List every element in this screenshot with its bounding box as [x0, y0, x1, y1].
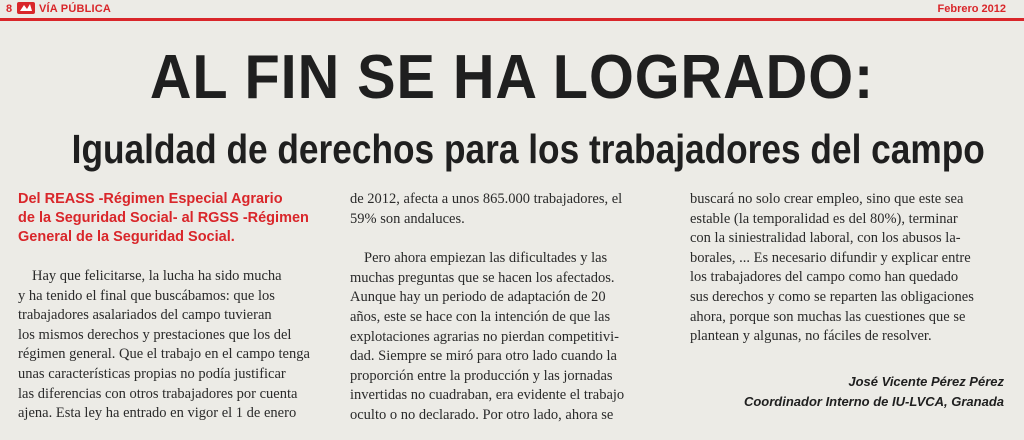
article-column-3: [690, 190, 1010, 347]
text-line: régimen general. Que el trabajo en el campo tenga: [18, 346, 310, 363]
text-line: Pero ahora empiezan las dificultades y las: [364, 250, 608, 267]
section-title: VÍA PÚBLICA: [39, 3, 112, 15]
text-line: 59% son andaluces.: [350, 210, 465, 227]
text-line: ajena. Esta ley ha entrado en vigor el 1 de enero: [18, 405, 297, 422]
text-line: buscará no solo crear empleo, sino que este sea: [690, 191, 964, 207]
text-line: borales, ... Es necesario difundir y explicar entre: [690, 249, 971, 266]
text-line: las diferencias con otros trabajadores por cuenta: [18, 385, 298, 402]
text-line: Aunque hay un periodo de adaptación de 20: [350, 289, 606, 306]
lead-line: General de la Seguridad Social.: [18, 229, 235, 245]
text-line: ahora, porque son muchas las cuestiones que se: [690, 308, 966, 325]
text-line: oculto o no declarado. Por otro lado, ahora se: [350, 406, 614, 423]
header-rule: [0, 0, 1024, 21]
text-line: con la siniestralidad laboral, con los abusos la-: [690, 230, 961, 247]
text-line: plantean y algunas, no fáciles de resolver.: [690, 328, 932, 345]
lead-line: Del REASS -Régimen Especial Agrario: [18, 191, 283, 207]
text-line: de 2012, afecta a unos 865.000 trabajadores, el: [350, 191, 623, 207]
text-line: Hay que felicitarse, la lucha ha sido mucha: [32, 268, 282, 284]
issue-date: Febrero 2012: [937, 3, 1006, 15]
text-line: explotaciones agrarias no pierdan competitivi-: [350, 328, 619, 345]
page-number: 8: [6, 3, 13, 15]
text-line: trabajadores asalariados del campo tuvieran: [18, 307, 272, 324]
lead-paragraph: [18, 190, 333, 247]
text-line: los mismos derechos y prestaciones que los del: [18, 326, 292, 343]
lead-line: de la Seguridad Social- al RGSS -Régimen: [18, 210, 309, 226]
text-line: invertidas no cuadraban, era evidente el trabajo: [350, 387, 625, 404]
author-role: Coordinador Interno de IU-LVCA, Granada: [743, 394, 1004, 409]
text-line: los trabajadores del campo como han quedado: [690, 269, 959, 286]
article-column-1: [18, 267, 336, 424]
author-name: José Vicente Pérez Pérez: [848, 374, 1004, 389]
paragraph-gap: [350, 229, 670, 249]
subheadline: Igualdad de derechos para los trabajadores del campo: [71, 126, 985, 172]
text-line: sus derechos y como se reparten las obligaciones: [690, 288, 974, 305]
text-line: años, este se hace con la intención de que las: [350, 308, 611, 325]
headline: AL FIN SE HA LOGRADO:: [149, 43, 875, 112]
article-column-2: [350, 190, 670, 426]
text-line: estable (la temporalidad es del 80%), terminar: [690, 210, 958, 227]
text-line: proporción entre la producción y las jornadas: [350, 367, 613, 384]
text-line: unas características propias no podía justificar: [18, 365, 286, 382]
text-line: dad. Siempre se miró para otro lado cuando la: [350, 348, 617, 365]
newspaper-logo-icon: [17, 2, 35, 14]
text-line: muchas preguntas que se hacen los afectados.: [350, 269, 615, 286]
text-line: y ha tenido el final que buscábamos: que los: [18, 287, 275, 304]
